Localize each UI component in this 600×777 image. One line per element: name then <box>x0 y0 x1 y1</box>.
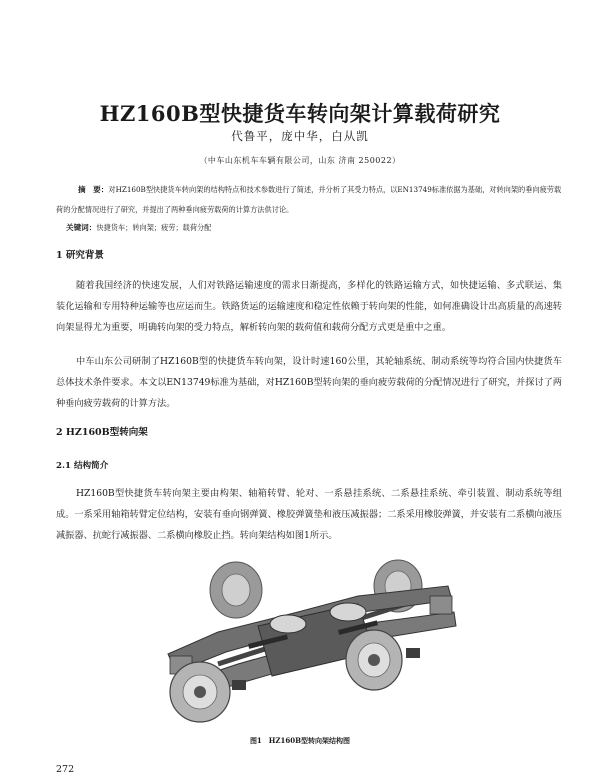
section-2-1-paragraph: HZ160B型快捷货车转向架主要由构架、轴箱转臂、轮对、一系悬挂系统、二系悬挂系统、牵引装置、制动系统等组成。一系采用轴箱转臂定位结构，安装有垂向钢弹簧、橡胶弹簧垫和液压减振器；二系采用橡胶弹簧，并安装有二系横向液压减振器、抗蛇行减振器、二系横向橡胶止挡。转向架结构如图1所示。 <box>56 488 562 541</box>
keywords <box>66 222 562 233</box>
affiliation: （中车山东机车车辆有限公司，山东 济南 250022） <box>199 156 401 165</box>
brake-unit-1 <box>232 680 246 690</box>
page-number: 272 <box>56 764 75 775</box>
keywords-label: 关键词： <box>66 223 97 232</box>
section-1-paragraph-2: 中车山东公司研制了HZ160B型的快捷货车转向架，设计时速160公里，其轮轴系统、制动系统等均符合国内快捷货车总体技术条件要求。本文以EN13749标准为基础，对HZ160B型转向架的垂向疲劳载荷的分配情况进行了研究，并探讨了两种垂向疲劳载荷的计算方法。 <box>56 356 562 409</box>
subsection-heading-2-1: 2.1 结构简介 <box>56 461 109 471</box>
bogie-figure <box>148 556 468 724</box>
section-heading-2: 2 HZ160B型转向架 <box>56 427 148 438</box>
section-heading-1: 1 研究背景 <box>56 250 104 261</box>
brake-unit-2 <box>406 648 420 658</box>
keywords-text: 快捷货车；转向架；疲劳；载荷分配 <box>96 223 212 232</box>
abstract-text: 对HZ160B型快捷货车转向架的结构特点和技术参数进行了简述，并分析了其受力特点，以EN13749标准依据为基础，对转向架的垂向疲劳载荷的分配情况进行了研究，并提出了两种垂向疲劳载荷的计算方法供讨论。 <box>56 185 562 214</box>
secondary-spring-right <box>330 603 366 621</box>
abstract-label: 摘 要： <box>78 185 109 194</box>
secondary-spring-left <box>270 615 306 633</box>
axle-box-2 <box>430 596 452 614</box>
paper-title: HZ160B型快捷货车转向架计算载荷研究 <box>99 101 501 127</box>
abstract <box>56 180 562 220</box>
figure-caption: 图1 HZ160B型转向架结构图 <box>249 736 351 745</box>
authors: 代鲁平，庞中华，白从凯 <box>231 129 369 143</box>
section-1-paragraph-1: 随着我国经济的快速发展，人们对铁路运输速度的需求日渐提高，多样化的铁路运输方式，如快捷运输、多式联运、集装化运输和专用特种运输等也应运而生。铁路货运的运输速度和稳定性依赖于转向架的性能，如何准确设计出高质量的高速转向架显得尤为重要，明确转向架的受力特点，解析转向架的载荷值和载荷分配方式更是重中之重。 <box>56 280 562 333</box>
